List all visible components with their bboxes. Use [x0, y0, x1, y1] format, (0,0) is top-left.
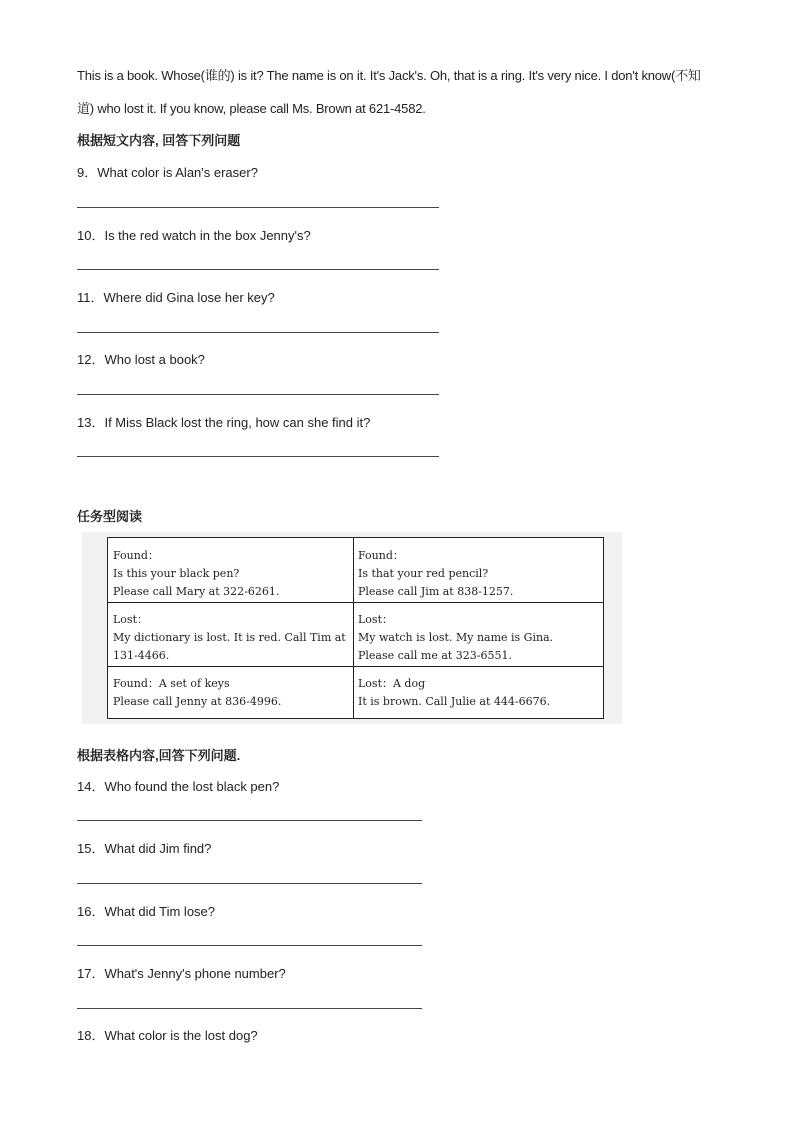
passage — [77, 59, 727, 125]
question-17: 17．What's Jenny's phone number? — [77, 966, 286, 981]
notice-line: It is brown. Call Julie at 444-6676. — [358, 695, 551, 708]
notice-line: Is this your black pen? — [113, 567, 240, 580]
question-10: 10．Is the red watch in the box Jenny's? — [77, 228, 311, 243]
notice-line: Is that your red pencil? — [358, 567, 489, 580]
answer-line-17[interactable] — [77, 1008, 422, 1009]
notice-line: Found： — [358, 549, 404, 562]
question-11: 11．Where did Gina lose her key? — [77, 290, 275, 305]
question-9: 9．What color is Alan's eraser? — [77, 165, 258, 180]
notice-board — [107, 537, 604, 719]
notice-lost-watch — [353, 602, 603, 665]
notice-line: My watch is lost. My name is Gina. — [358, 631, 554, 644]
answer-line-16[interactable] — [77, 945, 422, 946]
notice-line: Found： — [113, 549, 159, 562]
notice-line: Please call me at 323-6551. — [358, 649, 513, 662]
notice-line: Lost：A dog — [358, 677, 426, 690]
answer-line-15[interactable] — [77, 883, 422, 884]
question-16: 16．What did Tim lose? — [77, 904, 216, 919]
answer-line-14[interactable] — [77, 820, 422, 821]
notice-found-pen — [108, 538, 353, 601]
question-13: 13．If Miss Black lost the ring, how can she find it? — [77, 415, 371, 430]
notice-line: Please call Jim at 838-1257. — [358, 585, 514, 598]
notice-line: Please call Mary at 322-6261. — [113, 585, 280, 598]
notice-line: Lost： — [358, 613, 393, 626]
question-12: 12．Who lost a book? — [77, 352, 205, 367]
notice-line: Found：A set of keys — [113, 677, 230, 690]
answer-line-9[interactable] — [77, 207, 439, 208]
notice-line: 131-4466. — [113, 649, 170, 662]
notice-lost-dictionary — [108, 602, 353, 665]
notice-line: Lost： — [113, 613, 148, 626]
answer-line-13[interactable] — [77, 456, 439, 457]
notice-line: Please call Jenny at 836-4996. — [113, 695, 282, 708]
answer-line-12[interactable] — [77, 394, 439, 395]
notice-found-pencil — [353, 538, 603, 601]
section2-title: 任务型阅读 — [77, 509, 143, 524]
passage-line-1: This is a book. Whose(谁的) is it? The name is on it. It's Jack's. Oh, that is a ring. It's very nice. I don't know(不知 — [77, 68, 701, 83]
answer-line-11[interactable] — [77, 332, 439, 333]
section1-instruction: 根据短文内容, 回答下列问题 — [77, 133, 241, 148]
question-15: 15．What did Jim find? — [77, 841, 212, 856]
notice-lost-dog — [353, 666, 603, 711]
notice-line: My dictionary is lost. It is red. Call Tim at — [113, 631, 346, 644]
notice-found-keys — [108, 666, 353, 711]
answer-line-10[interactable] — [77, 269, 439, 270]
passage-line-2: 道) who lost it. If you know, please call Ms. Brown at 621-4582. — [77, 101, 426, 116]
question-18: 18．What color is the lost dog? — [77, 1028, 258, 1043]
section2-instruction: 根据表格内容,回答下列问题. — [77, 748, 241, 763]
question-14: 14．Who found the lost black pen? — [77, 779, 280, 794]
